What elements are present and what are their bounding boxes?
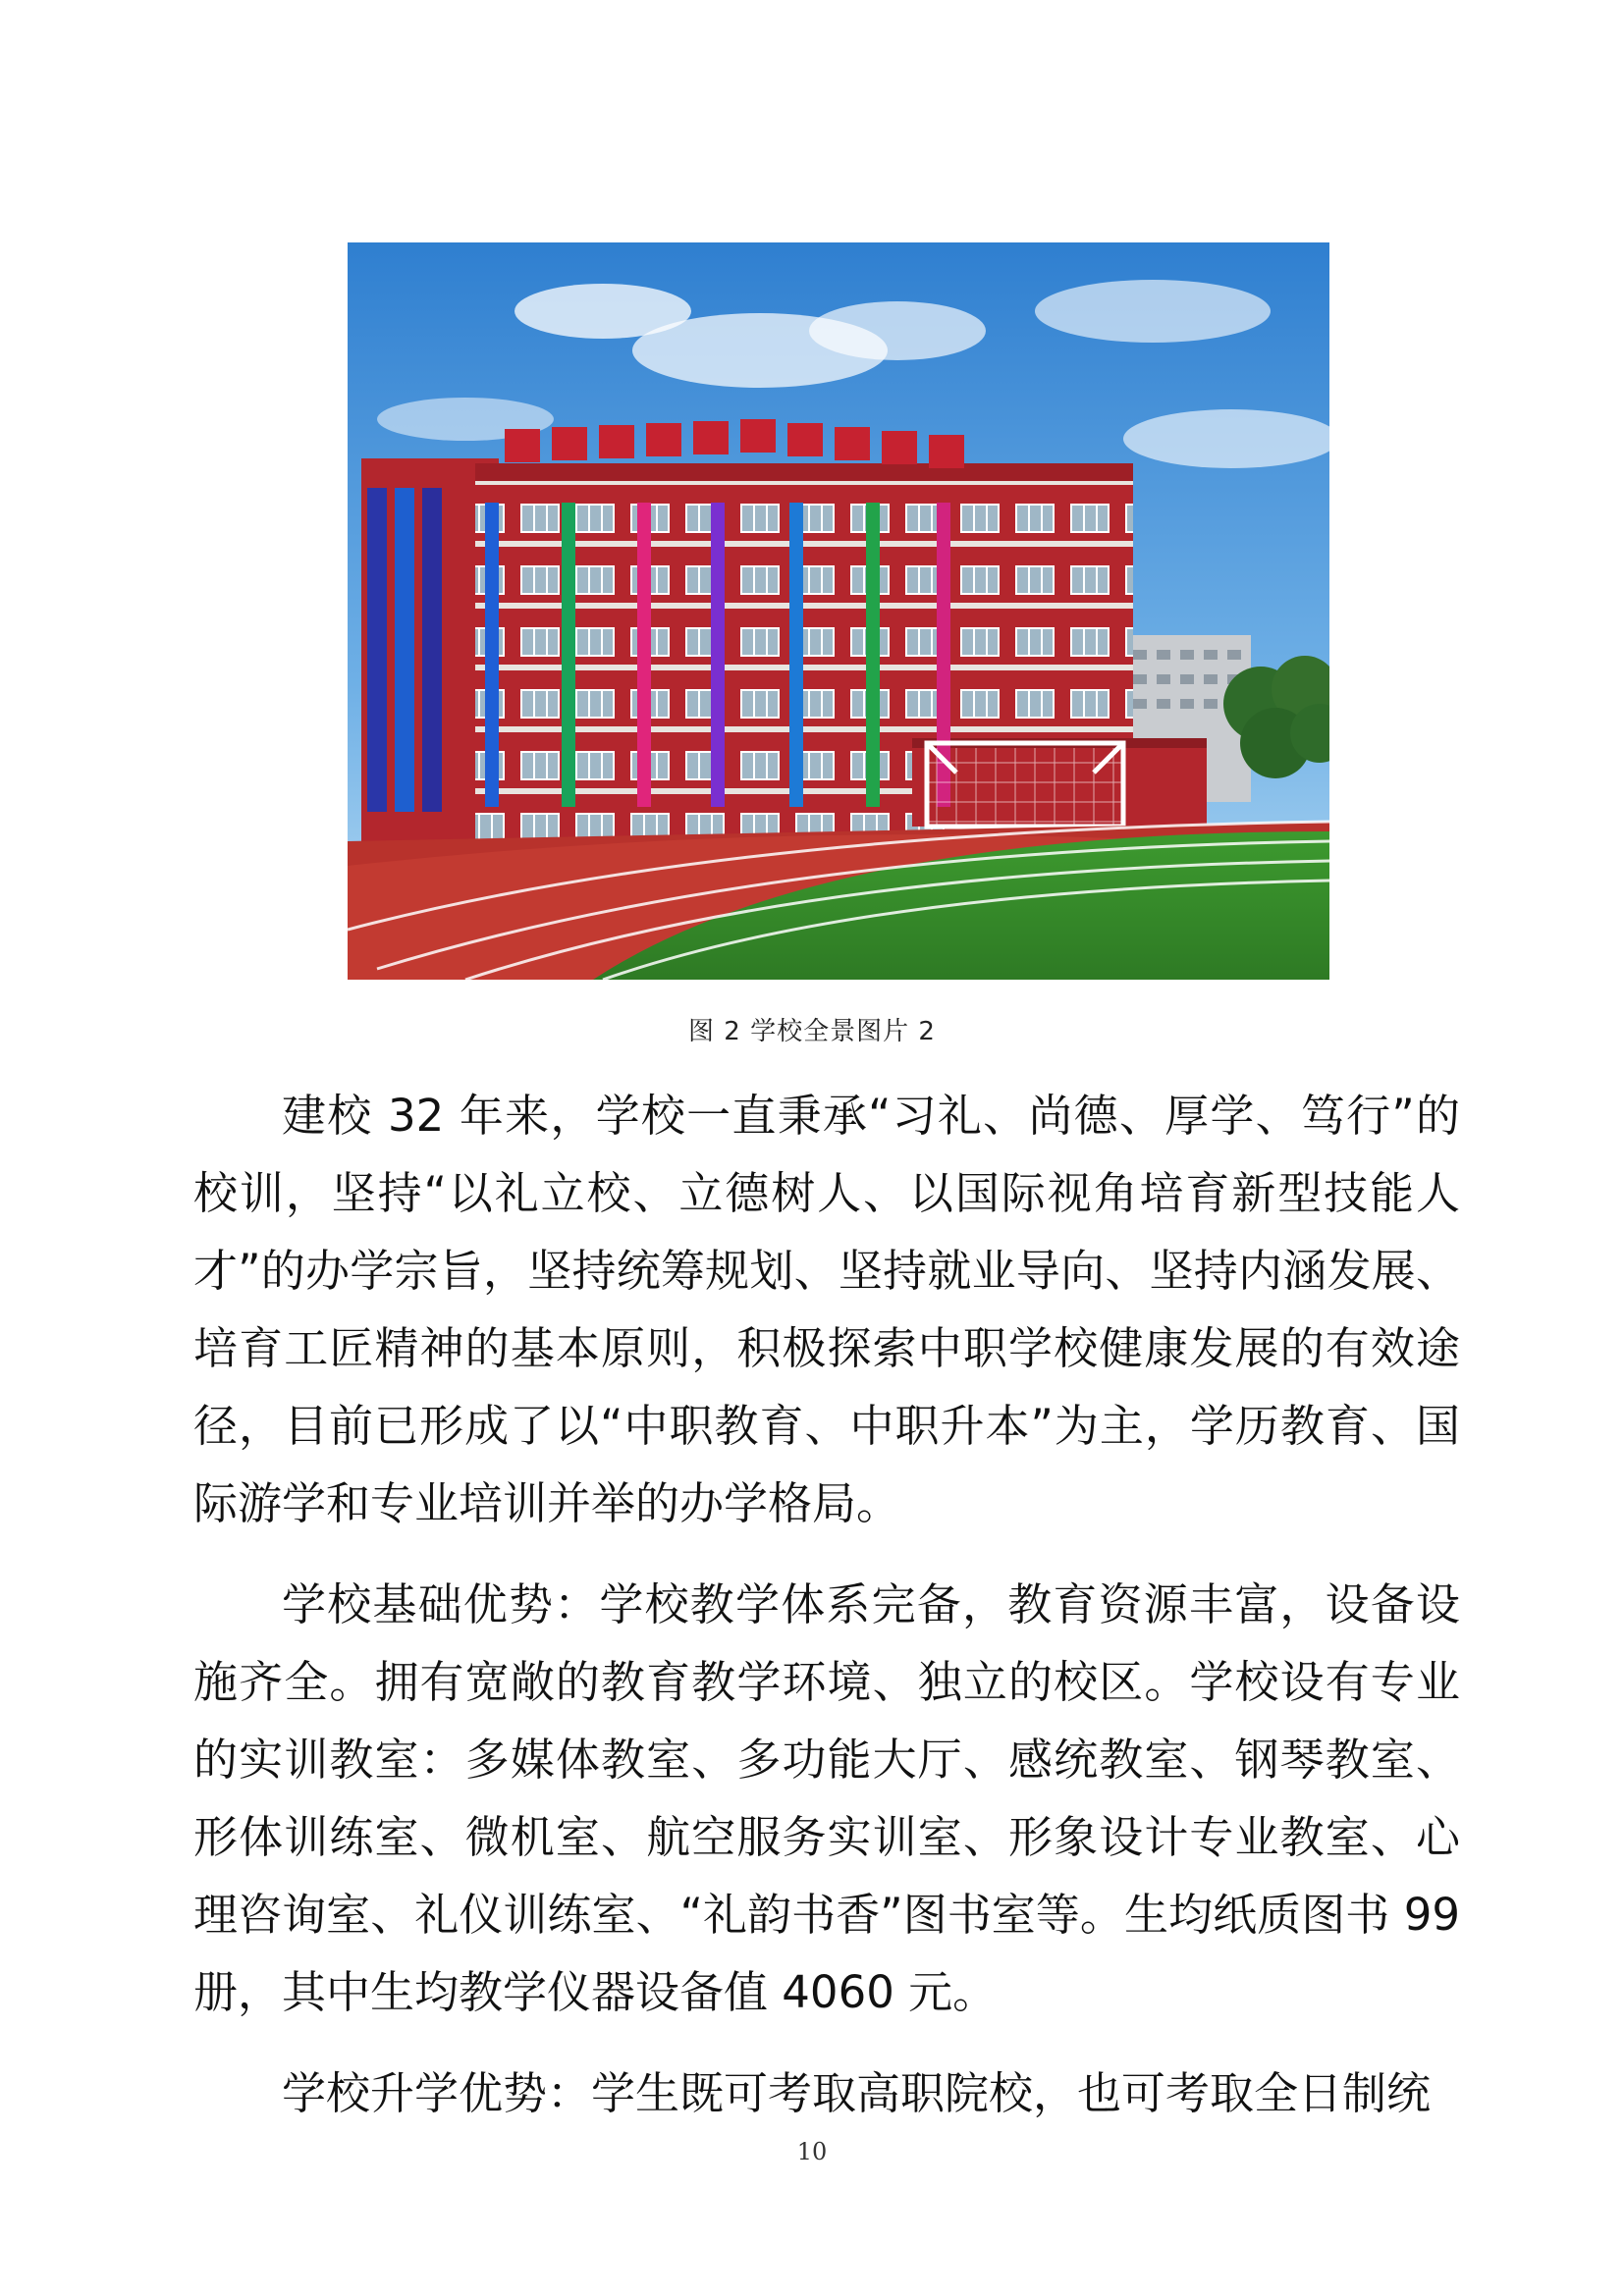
paragraph-facilities: 学校基础优势：学校教学体系完备，教育资源丰富，设备设施齐全。拥有宽敞的教育教学环境、独立的校区。学校设有专业的实训教室：多媒体教室、多功能大厅、感统教室、钢琴教室、形体训练室、微机室、航空服务实训室、形象设计专业教室、心理咨询室、礼仪训练室、“礼韵书香”图书室等。生均纸质图书 99 册，其中生均教学仪器设备值 4060 元。 bbox=[193, 1578, 1460, 2018]
paragraph-admission: 学校升学优势：学生既可考取高职院校，也可考取全日制统 bbox=[282, 2067, 1432, 2119]
paragraph-history: 建校 32 年来，学校一直秉承“习礼、尚德、厚学、笃行”的校训，坚持“以礼立校、立德树人、以国际视角培育新型技能人才”的办学宗旨，坚持统筹规划、坚持就业导向、坚持内涵发展、培育工匠精神的基本原则，积极探索中职学校健康发展的有效途径，目前已形成了以“中职教育、中职升本”为主，学历教育、国际游学和专业培训并举的办学格局。 bbox=[193, 1090, 1460, 1529]
figure-caption: 图 2 学校全景图片 2 bbox=[688, 1017, 936, 1046]
school-panorama-photo bbox=[348, 242, 1329, 980]
page-number: 10 bbox=[796, 2138, 828, 2165]
body-text bbox=[193, 1077, 1460, 2132]
